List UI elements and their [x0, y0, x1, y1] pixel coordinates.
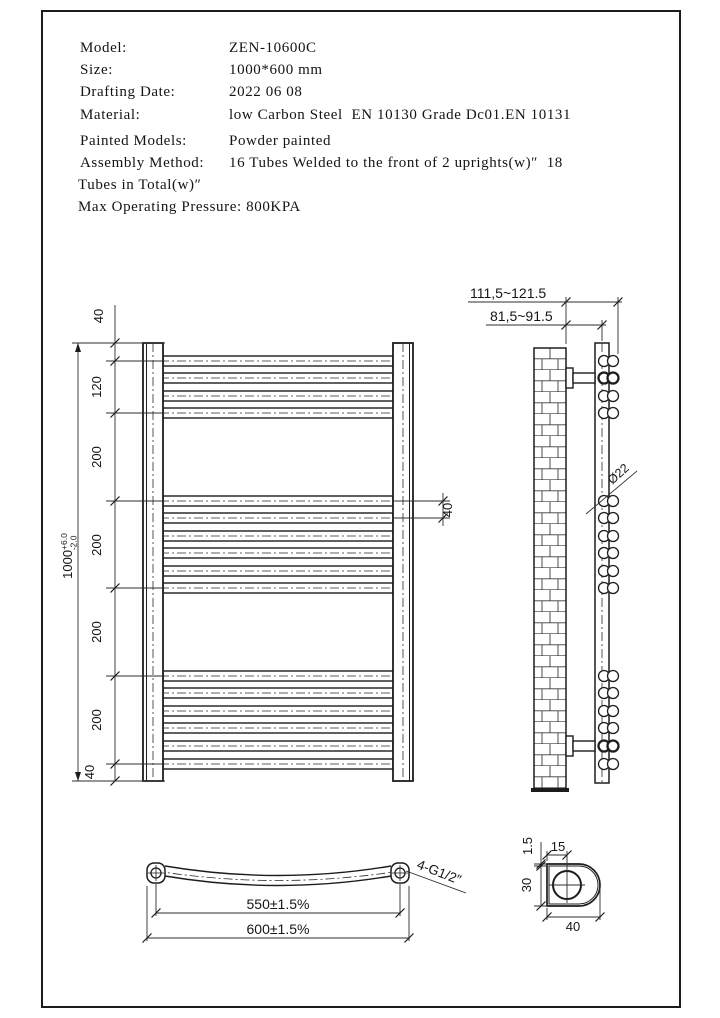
spec-label: Material:: [80, 107, 141, 123]
detail-dim-hole-offset: 15: [550, 839, 566, 854]
wall: [534, 348, 566, 789]
detail-view: [519, 837, 605, 934]
front-dim-overall-tol-minus: -2.0: [68, 535, 79, 551]
left-fitting: [147, 863, 165, 883]
spec-value: 16 Tubes Welded to the front of 2 uprights(w)″ 18: [229, 155, 563, 171]
detail-dim-width: 40: [565, 919, 581, 934]
front-dim-tube-pitch: 40: [440, 502, 455, 518]
side-tube-diameter: Ø22: [604, 460, 632, 488]
front-dim-overall: [59, 533, 79, 579]
spec-label: Size:: [80, 62, 113, 78]
front-dim-group1: 120: [89, 376, 104, 398]
right-upright: [393, 343, 413, 781]
side-dim-wall-to-bracket: 81,5~91.5: [490, 308, 553, 324]
bottom-dim-centers: 550±1.5%: [246, 896, 310, 912]
bottom-dim-overall: 600±1.5%: [246, 921, 310, 937]
side-view: [468, 285, 637, 790]
spec-value: Powder painted: [229, 133, 332, 149]
bottom-bracket: [566, 736, 595, 756]
front-dim-overall-main: 1000: [60, 549, 75, 579]
front-dim-gap-b: 200: [89, 534, 104, 556]
left-upright: [143, 343, 163, 781]
right-fitting: [391, 863, 409, 883]
spec-label: Painted Models:: [80, 133, 187, 149]
front-dim-bottom: 40: [82, 764, 97, 780]
front-dim-overall-tol-plus: +6.0: [59, 533, 69, 550]
spec-value: 1000*600 mm: [229, 62, 323, 78]
spec-value: low Carbon Steel EN 10130 Grade Dc01.EN 10131: [229, 107, 572, 123]
front-dim-top: 40: [91, 308, 106, 324]
front-dim-gap-d: 200: [89, 709, 104, 731]
spec-label: Model:: [80, 40, 127, 56]
spec-assembly-overflow: Tubes in Total(w)″: [78, 177, 202, 193]
spec-label: Drafting Date:: [80, 84, 176, 100]
top-bracket: [566, 368, 595, 388]
spec-pressure-line: Max Operating Pressure: 800KPA: [78, 199, 301, 215]
side-dim-wall-to-front: 111,5~121.5: [470, 285, 547, 301]
front-dim-gap-c: 200: [89, 621, 104, 643]
front-dim-gap-a: 200: [89, 446, 104, 468]
detail-dim-height: 30: [519, 877, 534, 893]
bottom-view: [143, 857, 467, 943]
spec-value: ZEN-10600C: [229, 40, 317, 56]
connection-label: 4-G1/2″: [414, 856, 464, 888]
detail-dim-wall-thickness: 1.5: [520, 836, 535, 856]
front-view: [59, 305, 455, 786]
spec-value: 2022 06 08: [229, 84, 303, 100]
spec-label: Assembly Method:: [80, 155, 205, 171]
